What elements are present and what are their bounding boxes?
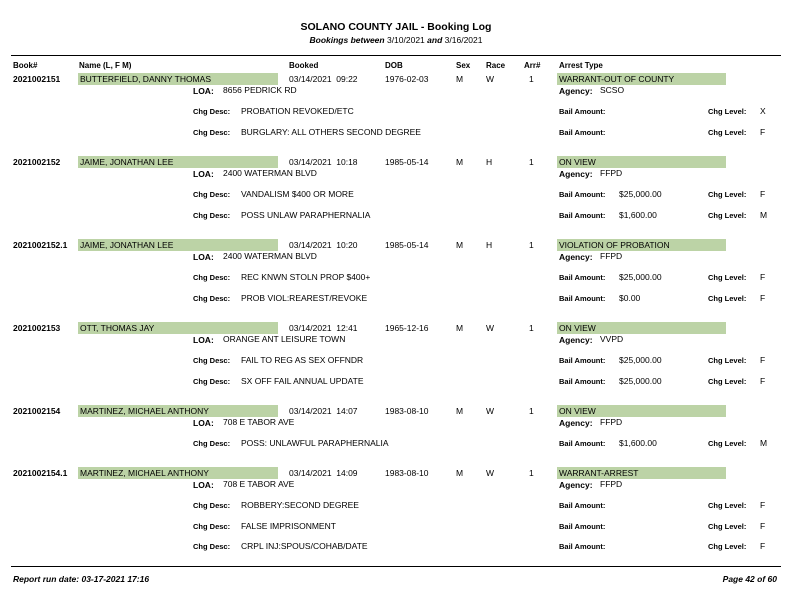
agency-label: Agency: <box>559 86 593 96</box>
dob: 1985-05-14 <box>385 157 429 167</box>
chg-desc-label: Chg Desc: <box>193 127 231 137</box>
chg-level-label: Chg Level: <box>708 521 747 531</box>
chg-desc-value: FAIL TO REG AS SEX OFFNDR <box>241 355 364 365</box>
column-header-booked: Booked <box>289 61 319 70</box>
report-title: SOLANO COUNTY JAIL - Booking Log <box>300 21 492 33</box>
inmate-name: BUTTERFIELD, DANNY THOMAS <box>80 74 211 84</box>
race: W <box>486 323 495 333</box>
agency-value: FFPD <box>600 168 623 178</box>
loa-label: LOA: <box>193 335 214 345</box>
chg-level-value: M <box>760 209 768 220</box>
dob: 1983-08-10 <box>385 406 429 416</box>
bail-amount-value: $25,000.00 <box>619 272 662 282</box>
race: H <box>486 157 493 167</box>
chg-level-value: F <box>760 292 766 303</box>
chg-level-label: Chg Level: <box>708 127 747 137</box>
chg-level-label: Chg Level: <box>708 439 747 448</box>
column-header-name: Name (L, F M) <box>79 61 132 70</box>
chg-level-label: Chg Level: <box>708 293 747 303</box>
chg-desc-value: PROBATION REVOKED/ETC <box>241 106 354 116</box>
dob: 1985-05-14 <box>385 240 429 250</box>
date-from: 3/10/2021 <box>386 35 425 45</box>
loa-label: LOA: <box>193 169 214 179</box>
arrest-number: 1 <box>529 406 534 416</box>
arrest-number: 1 <box>529 157 534 167</box>
inmate-name: JAIME, JONATHAN LEE <box>80 240 174 250</box>
sex: M <box>456 157 464 167</box>
loa-label: LOA: <box>193 480 214 490</box>
bail-amount-label: Bail Amount: <box>559 210 606 220</box>
book-number: 2021002154 <box>13 406 61 416</box>
bail-amount-value: $25,000.00 <box>619 355 662 365</box>
chg-desc-label: Chg Desc: <box>193 521 231 531</box>
sex: M <box>456 406 464 416</box>
dob: 1976-02-03 <box>385 74 429 84</box>
bail-amount-label: Bail Amount: <box>559 542 606 552</box>
booked-datetime: 03/14/2021 14:07 <box>289 406 358 416</box>
loa-value: 2400 WATERMAN BLVD <box>223 251 317 261</box>
arrest-type: WARRANT-OUT OF COUNTY <box>559 74 675 84</box>
sex: M <box>456 468 464 478</box>
race: W <box>486 468 495 478</box>
chg-level-label: Chg Level: <box>708 356 747 365</box>
chg-desc-label: Chg Desc: <box>193 542 231 552</box>
chg-level-value: M <box>760 438 768 448</box>
inmate-name: MARTINEZ, MICHAEL ANTHONY <box>80 468 209 478</box>
chg-desc-value: FALSE IMPRISONMENT <box>241 520 336 531</box>
subtitle-prefix: Bookings between <box>309 35 385 45</box>
arrest-type: ON VIEW <box>559 157 596 167</box>
column-header-race: Race <box>486 61 506 70</box>
arrest-type: WARRANT-ARREST <box>559 468 639 478</box>
column-header-book: Book# <box>13 61 38 70</box>
bail-amount-label: Bail Amount: <box>559 356 606 365</box>
bail-amount-label: Bail Amount: <box>559 127 606 137</box>
column-header-sex: Sex <box>456 61 471 70</box>
chg-desc-value: POSS UNLAW PARAPHERNALIA <box>241 209 371 220</box>
loa-value: ORANGE ANT LEISURE TOWN <box>223 334 346 344</box>
arrest-type: ON VIEW <box>559 406 596 416</box>
chg-desc-label: Chg Desc: <box>193 293 231 303</box>
book-number: 2021002152.1 <box>13 240 68 250</box>
bail-amount-value: $25,000.00 <box>619 189 662 199</box>
chg-desc-value: SX OFF FAIL ANNUAL UPDATE <box>241 375 364 386</box>
chg-desc-value: POSS: UNLAWFUL PARAPHERNALIA <box>241 438 389 448</box>
bail-amount-label: Bail Amount: <box>559 107 606 116</box>
loa-value: 708 E TABOR AVE <box>223 417 295 427</box>
chg-level-value: F <box>760 189 766 199</box>
chg-desc-label: Chg Desc: <box>193 356 231 365</box>
dob: 1983-08-10 <box>385 468 429 478</box>
arrest-type: ON VIEW <box>559 323 596 333</box>
column-header-dob: DOB <box>385 61 403 70</box>
book-number: 2021002153 <box>13 323 61 333</box>
agency-value: VVPD <box>600 334 624 344</box>
bail-amount-value: $1,600.00 <box>619 209 657 220</box>
bail-amount-value: $25,000.00 <box>619 375 662 386</box>
sex: M <box>456 323 464 333</box>
agency-value: FFPD <box>600 417 623 427</box>
arrest-number: 1 <box>529 240 534 250</box>
race: W <box>486 406 495 416</box>
book-number: 2021002154.1 <box>13 468 68 478</box>
loa-value: 708 E TABOR AVE <box>223 479 295 489</box>
chg-desc-value: ROBBERY:SECOND DEGREE <box>241 500 359 510</box>
chg-level-value: F <box>760 375 766 386</box>
chg-level-value: F <box>760 541 766 552</box>
chg-level-label: Chg Level: <box>708 501 747 510</box>
bail-amount-label: Bail Amount: <box>559 190 606 199</box>
inmate-name: JAIME, JONATHAN LEE <box>80 157 174 167</box>
chg-level-label: Chg Level: <box>708 107 747 116</box>
bail-amount-label: Bail Amount: <box>559 439 606 448</box>
loa-value: 8656 PEDRICK RD <box>223 85 297 95</box>
page-number: Page 42 of 60 <box>722 574 777 584</box>
chg-level-label: Chg Level: <box>708 190 747 199</box>
chg-level-value: F <box>760 500 766 510</box>
arrest-number: 1 <box>529 74 534 84</box>
chg-desc-label: Chg Desc: <box>193 376 231 386</box>
loa-label: LOA: <box>193 86 214 96</box>
arrest-number: 1 <box>529 468 534 478</box>
bail-amount-value: $1,600.00 <box>619 438 657 448</box>
bail-amount-label: Bail Amount: <box>559 273 606 282</box>
loa-value: 2400 WATERMAN BLVD <box>223 168 317 178</box>
chg-level-value: F <box>760 126 766 137</box>
arrest-number: 1 <box>529 323 534 333</box>
bail-amount-label: Bail Amount: <box>559 293 606 303</box>
column-header-arrest-type: Arrest Type <box>559 61 603 70</box>
sex: M <box>456 240 464 250</box>
chg-desc-value: BURGLARY: ALL OTHERS SECOND DEGREE <box>241 126 421 137</box>
bail-amount-value: $0.00 <box>619 292 641 303</box>
sex: M <box>456 74 464 84</box>
chg-desc-label: Chg Desc: <box>193 273 231 282</box>
date-to: 3/16/2021 <box>444 35 483 45</box>
loa-label: LOA: <box>193 418 214 428</box>
chg-desc-label: Chg Desc: <box>193 190 231 199</box>
book-number: 2021002151 <box>13 74 61 84</box>
book-number: 2021002152 <box>13 157 61 167</box>
chg-level-value: F <box>760 272 766 282</box>
loa-label: LOA: <box>193 252 214 262</box>
agency-label: Agency: <box>559 169 593 179</box>
dob: 1965-12-16 <box>385 323 429 333</box>
chg-desc-value: PROB VIOL:REAREST/REVOKE <box>241 292 368 303</box>
agency-label: Agency: <box>559 335 593 345</box>
chg-desc-value: CRPL INJ:SPOUS/COHAB/DATE <box>241 541 368 552</box>
chg-level-label: Chg Level: <box>708 273 747 282</box>
arrest-type: VIOLATION OF PROBATION <box>559 240 670 250</box>
agency-value: FFPD <box>600 479 623 489</box>
footer-rule <box>11 566 781 567</box>
chg-desc-label: Chg Desc: <box>193 501 231 510</box>
booked-datetime: 03/14/2021 14:09 <box>289 468 358 478</box>
agency-value: FFPD <box>600 251 623 261</box>
chg-desc-label: Chg Desc: <box>193 210 231 220</box>
inmate-name: OTT, THOMAS JAY <box>80 323 155 333</box>
booked-datetime: 03/14/2021 10:20 <box>289 240 358 250</box>
chg-desc-label: Chg Desc: <box>193 439 231 448</box>
agency-value: SCSO <box>600 85 625 95</box>
booked-datetime: 03/14/2021 10:18 <box>289 157 358 167</box>
chg-level-value: F <box>760 520 766 531</box>
bail-amount-label: Bail Amount: <box>559 521 606 531</box>
report-run-date: Report run date: 03-17-2021 17:16 <box>13 574 150 584</box>
chg-level-label: Chg Level: <box>708 210 747 220</box>
chg-level-value: F <box>760 355 766 365</box>
chg-desc-value: REC KNWN STOLN PROP $400+ <box>241 272 371 282</box>
chg-level-value: X <box>760 106 766 116</box>
booked-datetime: 03/14/2021 09:22 <box>289 74 358 84</box>
header-rule <box>11 55 781 56</box>
booked-datetime: 03/14/2021 12:41 <box>289 323 358 333</box>
chg-desc-value: VANDALISM $400 OR MORE <box>241 189 354 199</box>
chg-level-label: Chg Level: <box>708 542 747 552</box>
report-subtitle <box>0 35 792 45</box>
race: H <box>486 240 493 250</box>
chg-level-label: Chg Level: <box>708 376 747 386</box>
race: W <box>486 74 495 84</box>
bail-amount-label: Bail Amount: <box>559 501 606 510</box>
inmate-name: MARTINEZ, MICHAEL ANTHONY <box>80 406 209 416</box>
chg-desc-label: Chg Desc: <box>193 107 231 116</box>
column-header-arr: Arr# <box>524 61 541 70</box>
agency-label: Agency: <box>559 252 593 262</box>
agency-label: Agency: <box>559 418 593 428</box>
bail-amount-label: Bail Amount: <box>559 376 606 386</box>
subtitle-and: and <box>427 35 443 45</box>
agency-label: Agency: <box>559 480 593 490</box>
